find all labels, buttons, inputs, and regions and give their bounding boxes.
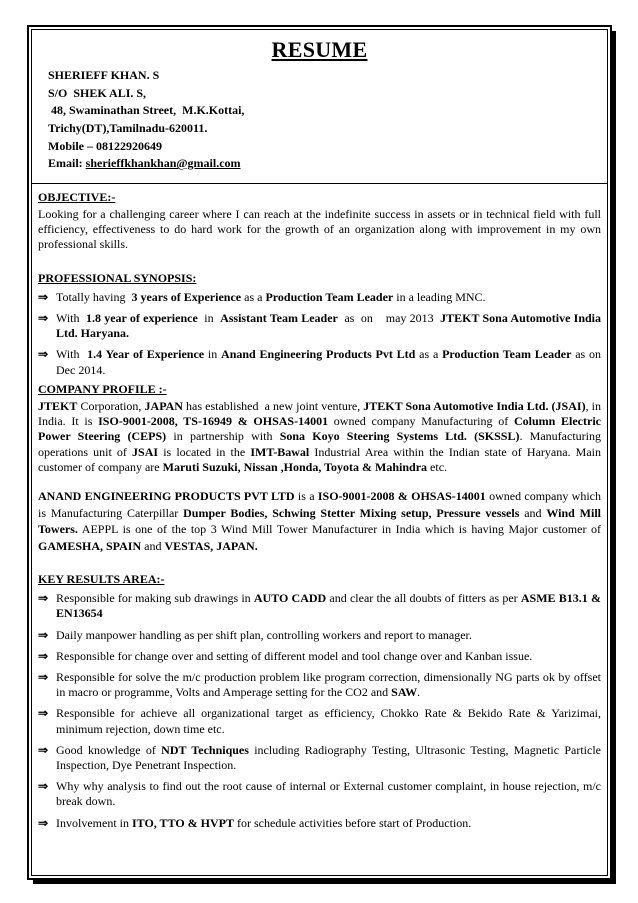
synopsis-text-run: in a leading MNC. bbox=[393, 289, 486, 304]
kra.items.1-run: Daily manpower handling as per shift plan, controlling workers and report to manager. bbox=[56, 627, 472, 642]
company.p1-run: is located in the bbox=[158, 444, 251, 459]
company.p1-run: Corporation, bbox=[77, 399, 145, 413]
kra.items.3-run: Responsible for solve the m/c production problem like program correction, dimensionally NG parts ok by offset in macro or programme, Volts and Amperage setting for the CO2 and bbox=[56, 670, 604, 700]
company.p2-run: and bbox=[519, 505, 547, 520]
kra-item bbox=[38, 816, 601, 831]
kra-item bbox=[38, 628, 601, 643]
arrow-bullet-icon: ⇒ bbox=[38, 289, 49, 304]
company.p2-run: ISO-9001-2008 & OHSAS-14001 bbox=[317, 489, 486, 504]
synopsis-text-run: JTEKT Sona Automotive India Ltd. Haryana. bbox=[56, 310, 605, 341]
arrow-bullet-icon: ⇒ bbox=[38, 706, 49, 721]
synopsis-text-run: as on may 2013 bbox=[337, 310, 441, 325]
synopsis-text-run: Production Team Leader bbox=[265, 289, 394, 304]
kra-item bbox=[38, 742, 604, 773]
kra.items.0-run: AUTO CADD bbox=[253, 591, 327, 606]
synopsis-heading: PROFESSIONAL SYNOPSIS: bbox=[38, 270, 197, 285]
company.p1-run: Industrial Area within the Indian state of Haryana. Main customer of company are bbox=[38, 444, 604, 474]
company.p1-run: . Manufacturing operations unit of bbox=[38, 429, 604, 459]
kra-heading: KEY RESULTS AREA:- bbox=[38, 572, 165, 587]
kra.items.3-run: . bbox=[417, 685, 421, 700]
company.p2-run: is a bbox=[294, 489, 318, 504]
kra.items.5-run: NDT Techniques bbox=[161, 742, 249, 757]
kra.items.3-run: SAW bbox=[391, 685, 418, 700]
company.p1-run: has established a new joint venture, bbox=[182, 399, 364, 413]
company-profile-anand bbox=[38, 488, 605, 554]
arrow-bullet-icon: ⇒ bbox=[38, 815, 49, 830]
arrow-bullet-icon: ⇒ bbox=[38, 627, 49, 642]
kra.items.0-run: ASME B13.1 & EN13654 bbox=[56, 591, 604, 621]
synopsis-list bbox=[38, 289, 605, 378]
synopsis-text-run: Totally having bbox=[56, 289, 132, 304]
kra.items.2-run: Responsible for change over and setting of different model and tool change over and Kanban issue. bbox=[56, 648, 533, 663]
arrow-bullet-icon: ⇒ bbox=[38, 310, 49, 325]
company.p2-run: owned company which is Manufacturing Caterpillar bbox=[38, 489, 605, 520]
kra-item bbox=[38, 649, 601, 664]
synopsis-text-run: Assistant Team Leader bbox=[220, 310, 338, 325]
company.p1-run: Column Electric Power Steering (CEPS) bbox=[38, 414, 604, 444]
company.p1-run: ISO-9001-2008, TS-16949 & OHSAS-14001 bbox=[98, 414, 329, 429]
kra.items.0-run: Responsible for making sub drawings in bbox=[56, 591, 254, 606]
kra-item bbox=[38, 670, 604, 700]
synopsis-text-run: as a bbox=[241, 289, 266, 304]
synopsis-text-run: as a bbox=[415, 347, 443, 362]
kra.items.7-run: ITO, TTO & HVPT bbox=[131, 815, 235, 830]
father-name: S/O SHEK ALI. S, bbox=[48, 85, 147, 100]
company-profile-jtekt bbox=[38, 399, 604, 475]
kra.items.5-run: Good knowledge of bbox=[56, 742, 162, 757]
synopsis-text-run: Anand Engineering Products Pvt Ltd bbox=[221, 347, 416, 362]
company.p1-run: in partnership with bbox=[166, 429, 280, 444]
arrow-bullet-icon: ⇒ bbox=[38, 648, 49, 663]
kra.items.7-run: Involvement in bbox=[56, 815, 132, 830]
synopsis-text-run: Production Team Leader bbox=[442, 347, 572, 362]
kra.items.0-run: and clear the all doubts of fitters as per bbox=[326, 591, 521, 606]
page-title: RESUME bbox=[271, 37, 368, 62]
synopsis-text-run: in bbox=[204, 347, 222, 362]
company.p1-run: JSAI bbox=[132, 444, 159, 459]
email-line bbox=[48, 155, 601, 173]
company.p2-run: Wind Mill Towers. bbox=[38, 505, 604, 537]
company.p1-run: , in India. It is bbox=[38, 399, 604, 429]
email-link[interactable]: sherieffkhankhan@gmail.com bbox=[85, 156, 241, 171]
company.p2-run: ANAND ENGINEERING PRODUCTS PVT LTD bbox=[38, 489, 295, 504]
synopsis-text-run: 1.8 year of experience bbox=[86, 310, 198, 325]
company.p1-run: etc. bbox=[427, 459, 448, 474]
arrow-bullet-icon: ⇒ bbox=[38, 347, 49, 362]
company.p1-run: JTEKT Sona Automotive India Ltd. (JSAI) bbox=[363, 399, 586, 413]
synopsis-item bbox=[38, 290, 601, 305]
city-address: Trichy(DT),Tamilnadu-620011. bbox=[48, 120, 208, 135]
company.p2-run: and bbox=[141, 538, 165, 553]
synopsis-text-run: in bbox=[197, 310, 221, 325]
border-shadow-right bbox=[612, 31, 616, 884]
email-label: Email: bbox=[48, 156, 86, 171]
kra.items.7-run: for schedule activities before start of Production. bbox=[234, 815, 472, 830]
synopsis-text-run: 1.4 Year of Experience bbox=[87, 347, 205, 362]
street-address: 48, Swaminathan Street, M.K.Kottai, bbox=[48, 103, 245, 118]
company-heading: COMPANY PROFILE :- bbox=[38, 381, 167, 396]
resume-content bbox=[38, 36, 605, 837]
company.p1-run: JAPAN bbox=[144, 399, 183, 413]
kra-list bbox=[38, 591, 604, 831]
arrow-bullet-icon: ⇒ bbox=[38, 591, 49, 606]
mobile-number: Mobile – 08122920649 bbox=[48, 138, 162, 153]
synopsis-text-run: With bbox=[56, 347, 88, 362]
address-block bbox=[38, 67, 601, 173]
company.p2-run: Dumper Bodies, Schwing Stetter Mixing setup, Pressure vessels bbox=[183, 505, 520, 520]
synopsis-text-run: 3 years of Experience bbox=[131, 289, 242, 304]
kra.items.4-run: Responsible for achieve all organizational target as efficiency, Chokko Rate & Bekido Rate & Yarizimai, minimum rejection, down time etc. bbox=[56, 706, 604, 736]
synopsis-text-run: With bbox=[56, 310, 86, 325]
synopsis-item bbox=[38, 347, 605, 377]
company.p1-run: owned company Manufacturing of bbox=[328, 414, 514, 429]
kra-item bbox=[38, 779, 604, 809]
company.p2-run: GAMESHA, SPAIN bbox=[38, 538, 142, 553]
arrow-bullet-icon: ⇒ bbox=[38, 742, 49, 757]
synopsis-item bbox=[38, 310, 605, 341]
kra.items.5-run: including Radiography Testing, Ultrasonic Testing, Magnetic Particle Inspection, Dye Penetrant Inspection. bbox=[56, 742, 604, 773]
kra-item bbox=[38, 591, 604, 621]
synopsis-text-run: as on Dec 2014. bbox=[56, 347, 605, 377]
company.p1-run: Maruti Suzuki, Nissan ,Honda, Toyota & Mahindra bbox=[162, 459, 428, 474]
objective-heading: OBJECTIVE:- bbox=[38, 189, 116, 204]
candidate-name: SHERIEFF KHAN. S bbox=[48, 68, 160, 83]
kra-item bbox=[38, 706, 604, 736]
arrow-bullet-icon: ⇒ bbox=[38, 670, 49, 685]
kra.items.6-run: Why why analysis to find out the root cause of internal or External customer complaint, in house rejection, m/c break down. bbox=[56, 779, 604, 809]
company.p2-run: AEPPL is one of the top 3 Wind Mill Tower Manufacturer in India which is having Major customer of bbox=[77, 522, 604, 537]
company.p1-run: JTEKT bbox=[38, 399, 78, 413]
company.p2-run: VESTAS, JAPAN. bbox=[164, 538, 258, 553]
header-divider bbox=[31, 183, 608, 184]
arrow-bullet-icon: ⇒ bbox=[38, 779, 49, 794]
objective-text: Looking for a challenging career where I can reach at the indefinite success in assets or in technical field with full efficiency, effectiveness to do hard work for the growth of an organization along with improvement in my own professional skills. bbox=[38, 206, 601, 252]
border-shadow-bottom bbox=[33, 880, 616, 884]
company.p1-run: IMT-Bawal bbox=[250, 444, 310, 459]
company.p1-run: Sona Koyo Steering Systems Ltd. (SKSSL) bbox=[279, 429, 520, 444]
